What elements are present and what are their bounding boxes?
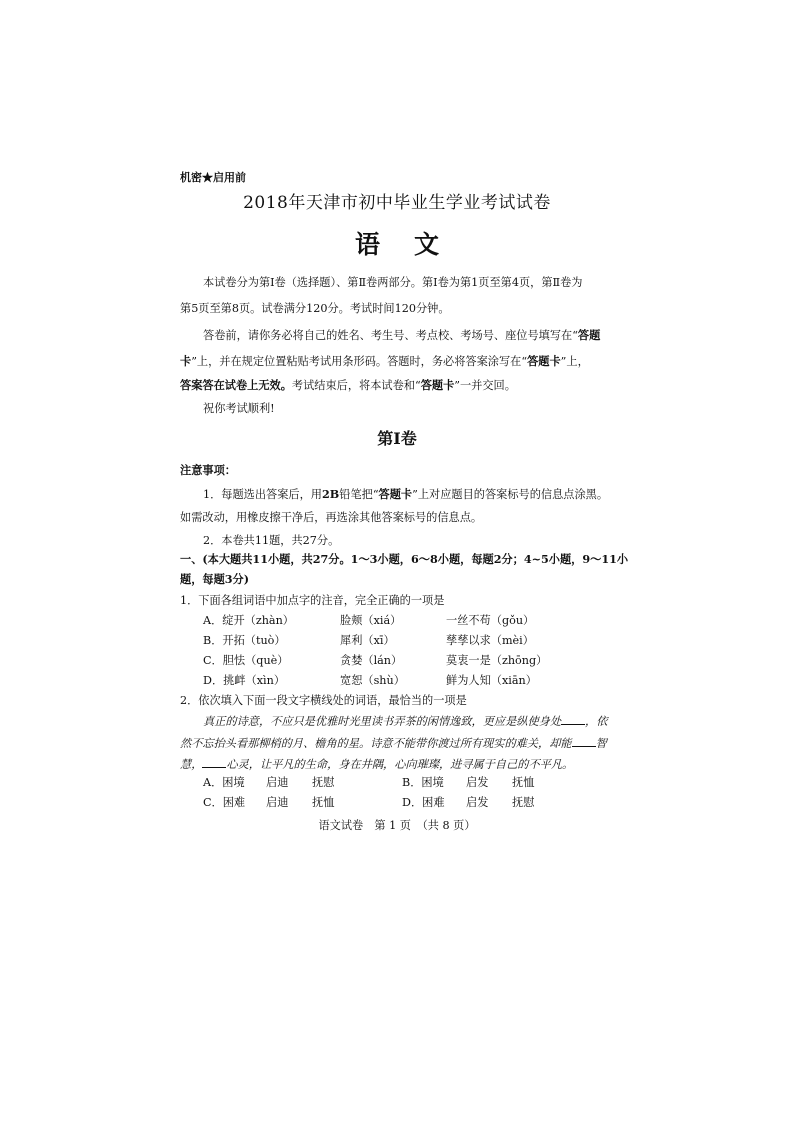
q2-passage-line-3: 慧， 心灵，让平凡的生命，身在井隅，心向璀璨，进寻属于自己的不平凡。	[180, 758, 574, 771]
q2-option-d-word-2: 启发	[466, 796, 489, 809]
q2-option-a-word-3: 抚慰	[312, 776, 335, 789]
answer-blank	[202, 757, 226, 768]
answer-blank	[561, 714, 585, 725]
q2-option-d-label: D．困难	[402, 796, 445, 809]
intro-line-2: 第5页至第8页。试卷满分120分。考试时间120分钟。	[180, 302, 450, 315]
question-2-stem: 2．依次填入下面一段文字横线处的词语，最恰当的一项是	[180, 694, 467, 707]
q1-option-b-word-1: B．开拓（tuò）	[203, 634, 286, 647]
q1-option-c-word-1: C．胆怯（què）	[203, 654, 289, 667]
q1-option-a-word-1: A．绽开（zhàn）	[203, 614, 294, 627]
q2-option-b-word-3: 抚恤	[512, 776, 535, 789]
page-footer: 语文试卷 第 1 页 （共 8 页）	[318, 819, 476, 832]
q1-option-d-word-1: D．挑衅（xìn）	[203, 674, 286, 687]
secret-mark: 机密★启用前	[180, 171, 246, 184]
answer-blank	[572, 736, 596, 747]
q1-option-b-word-2: 犀利（xī）	[340, 634, 395, 647]
q2-passage-line-2: 然不忘抬头看那柳梢的月、檐角的星。诗意不能带你渡过所有现实的难关，却能 智	[180, 737, 607, 750]
intro-line-5: 答案答在试卷上无效。考试结束后，将本试卷和“答题卡”一并交回。	[180, 378, 516, 392]
volume-title: 第Ⅰ卷	[377, 429, 417, 448]
note-1-continued: 如需改动，用橡皮擦干净后，再选涂其他答案标号的信息点。	[180, 511, 483, 524]
q2-option-b-word-2: 启发	[466, 776, 489, 789]
q2-option-c-label: C．困难	[203, 796, 246, 809]
q1-option-d-word-3: 鲜为人知（xiān）	[446, 674, 537, 687]
q1-option-d-word-2: 宽恕（shù）	[340, 674, 405, 687]
section-1-heading: 一、(本大题共11小题，共27分。1～3小题，6～8小题，每题2分；4~5小题，9～11小	[180, 552, 629, 566]
intro-line-3: 答卷前，请你务必将自己的姓名、考生号、考点校、考场号、座位号填写在“答题	[203, 328, 601, 342]
question-1-stem: 1．下面各组词语中加点字的注音，完全正确的一项是	[180, 594, 445, 607]
note-2: 2．本卷共11题，共27分。	[203, 534, 340, 547]
q2-option-b-label: B．困境	[402, 776, 444, 789]
intro-line-1: 本试卷分为第Ⅰ卷（选择题）、第Ⅱ卷两部分。第Ⅰ卷为第1页至第4页，第Ⅱ卷为	[203, 276, 583, 289]
q1-option-a-word-2: 脸颊（xiá）	[340, 614, 402, 627]
q2-passage-line-1: 真正的诗意，不应只是优雅时光里读书弄茶的闲情逸致，更应是纵使身处 ，依	[203, 715, 608, 728]
notes-title: 注意事项：	[180, 463, 236, 477]
q2-option-d-word-3: 抚慰	[512, 796, 535, 809]
q2-option-a-label: A．困境	[203, 776, 245, 789]
section-1-heading-continued: 题，每题3分)	[180, 572, 250, 586]
exam-title: 2018年天津市初中毕业生学业考试试卷	[243, 193, 551, 213]
q2-option-a-word-2: 启迪	[266, 776, 289, 789]
q2-option-c-word-3: 抚恤	[312, 796, 335, 809]
note-1: 1．每题选出答案后，用2B铅笔把“答题卡”上对应题目的答案标号的信息点涂黑。	[203, 487, 609, 501]
q1-option-c-word-2: 贪婪（lán）	[340, 654, 403, 667]
intro-line-6: 祝你考试顺利!	[203, 402, 275, 415]
subject-title: 语文	[354, 230, 473, 259]
q1-option-c-word-3: 莫衷一是（zhōng）	[446, 654, 548, 667]
q2-option-c-word-2: 启迪	[266, 796, 289, 809]
q1-option-b-word-3: 孳孳以求（mèi）	[446, 634, 534, 647]
intro-line-4: 卡”上，并在规定位置粘贴考试用条形码。答题时，务必将答案涂写在“答题卡”上，	[180, 354, 589, 368]
q1-option-a-word-3: 一丝不苟（gǒu）	[446, 614, 535, 627]
